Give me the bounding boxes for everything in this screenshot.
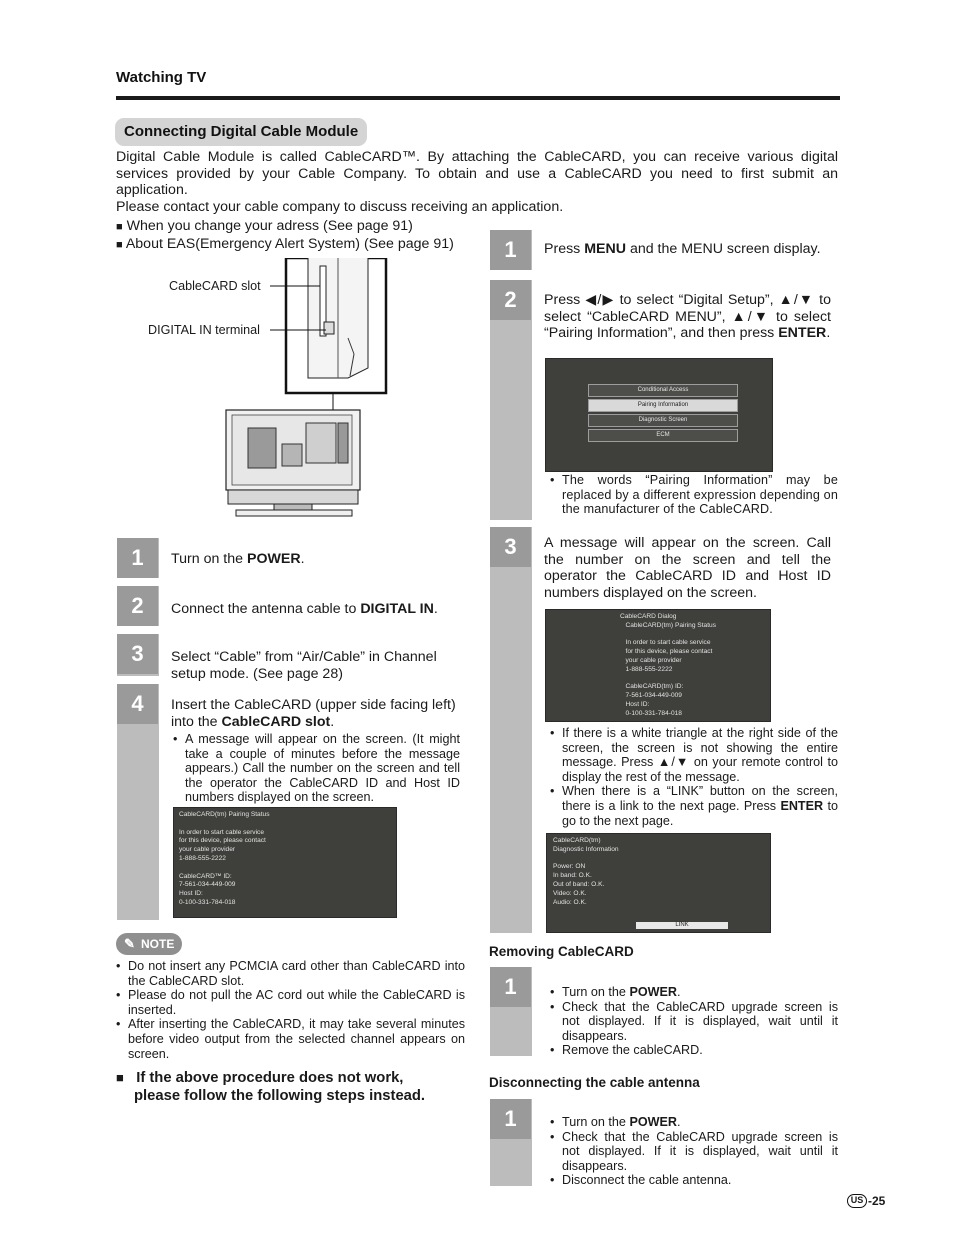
tv-diagram (148, 258, 388, 520)
link-button[interactable]: LINK (636, 922, 728, 929)
step-4-content (171, 697, 460, 805)
intro-text-2: Please contact your cable company to discuss receiving an application. (116, 198, 564, 215)
header-rule (116, 96, 840, 100)
step-2-text: Connect the antenna cable to DIGITAL IN. (171, 601, 438, 617)
right-step-2-bullet: • The words “Pairing Information” may be replaced by a different expression depending on the manufacturer of the CableCARD. (548, 473, 838, 517)
note-item: • Please do not pull the AC cord out while the CableCARD is inserted. (114, 988, 465, 1017)
step-1-text: Turn on the POWER. (171, 551, 305, 567)
menu-item-pairing-information[interactable]: Pairing Information (588, 399, 738, 412)
page-number (847, 1193, 885, 1209)
intro-paragraph (116, 149, 838, 215)
menu-item-diagnostic-screen[interactable]: Diagnostic Screen (588, 414, 738, 427)
removing-bullet: • Turn on the POWER. (548, 985, 838, 1000)
menu-item-ecm[interactable]: ECM (588, 429, 738, 442)
note-item: • After inserting the CableCARD, it may take several minutes before video output from the selected channel appears on screen. (114, 1017, 465, 1061)
ref-item: ■ About EAS(Emergency Alert System) (See page 91) (116, 235, 454, 252)
tv-illustration (148, 258, 388, 520)
right-step-1-number: 1 (490, 230, 531, 270)
right-step-2-number: 2 (490, 280, 531, 320)
intro-text: Digital Cable Module is called CableCARD™. By attaching the CableCARD, you can receive various digital services provided by your Cable Company. To obtain and use a CableCARD you need to first submit an application. (116, 149, 838, 198)
removing-bullet: • Remove the cableCARD. (548, 1043, 838, 1058)
right-step-3-bar (490, 527, 532, 933)
disconnecting-bullet: • Disconnect the cable antenna. (548, 1173, 838, 1188)
ref-item: ■ When you change your adress (See page 91) (116, 218, 413, 234)
right-step-1-text: Press MENU and the MENU screen display. (544, 241, 821, 257)
menu-item-conditional-access[interactable]: Conditional Access (588, 384, 738, 397)
step-4-bullet: • A message will appear on the screen. (It might take a couple of minutes before the message appears.) Call the number on the screen and tell the operator the CableCARD ID and Host ID numbers displayed on the screen. (171, 732, 460, 805)
note-item: • Do not insert any PCMCIA card other than CableCARD into the CableCARD slot. (114, 959, 465, 988)
step-1-number: 1 (117, 538, 158, 578)
step-4-number: 4 (117, 684, 158, 724)
region-badge: US (847, 1194, 867, 1208)
right-step-3-bullets (548, 726, 838, 828)
procedure-note: ■ If the above procedure does not work, please follow the following steps instead. (116, 1070, 426, 1104)
square-bullet-icon: ■ (116, 1070, 124, 1085)
note-list (114, 959, 465, 1061)
step-4-text: Insert the CableCARD (upper side facing left) into the CableCARD slot. (171, 697, 456, 730)
note-badge (116, 933, 182, 955)
right-step-3-number: 3 (490, 527, 531, 567)
page-number-text: -25 (868, 1194, 886, 1208)
disconnecting-step-number: 1 (490, 1099, 531, 1139)
disconnecting-bullet: • Turn on the POWER. (548, 1115, 838, 1130)
disconnecting-title: Disconnecting the cable antenna (489, 1075, 700, 1090)
right-step-2-text: Press ◀/▶ to select “Digital Setup”, ▲/▼ to select “CableCARD MENU”, ▲/▼ to select “Pairing Information”, and then press ENTER. (544, 292, 831, 341)
removing-bullets (548, 985, 838, 1058)
removing-bullet: • Check that the CableCARD upgrade screen is not displayed. If it is displayed, wait until it disappears. (548, 1000, 838, 1044)
disconnecting-bullet: • Check that the CableCARD upgrade screen is not displayed. If it is displayed, wait until it disappears. (548, 1130, 838, 1174)
step-4-bullets (171, 732, 460, 805)
pencil-icon: ✎ (124, 936, 135, 951)
right-step-2-bullets (548, 473, 838, 517)
step-3-number: 3 (117, 634, 158, 674)
cablecard-dialog-screen: CableCARD Dialog CableCARD(tm) Pairing Status In order to start cable service for this device, please contact your cable provider 1-888-555-2222 CableCARD(tm) ID: 7-561-034-449-009 Host ID: 0-100-331-784-018 (545, 609, 771, 722)
references (116, 218, 454, 253)
cablecard-slot-label: CableCARD slot (169, 279, 261, 293)
right-step-3-text: A message will appear on the screen. Call the number on the screen and tell the operator the CableCARD ID and Host ID numbers displayed on the screen. (544, 535, 831, 601)
step-2-number: 2 (117, 586, 158, 626)
pairing-status-screen: CableCARD(tm) Pairing Status In order to start cable service for this device, please contact your cable provider 1-888-555-2222 CableCARD™ ID: 7-561-034-449-009 Host ID: 0-100-331-784-018 (173, 807, 397, 918)
diagnostic-screen: CableCARD(tm) Diagnostic Information Power: ON In band: O.K. Out of band: O.K. Video: O.K. Audio: O.K. LINK (546, 833, 771, 933)
removing-title: Removing CableCARD (489, 944, 634, 959)
note-label: NOTE (141, 937, 175, 951)
right-step-3-bullet: • If there is a white triangle at the right side of the screen, the screen is not showing the entire message. Press ▲/▼ on your remote control to display the rest of the message. (548, 726, 838, 784)
page-header: Watching TV (116, 69, 207, 86)
right-step-3-bullet: • When there is a “LINK” button on the screen, there is a link to the next page. Press ENTER to go to the next page. (548, 784, 838, 828)
step-3-text: Select “Cable” from “Air/Cable” in Channel setup mode. (See page 28) (171, 649, 437, 682)
disconnecting-bullets (548, 1115, 838, 1188)
cablecard-menu-screen (545, 358, 773, 472)
digital-in-label: DIGITAL IN terminal (148, 323, 260, 337)
section-title: Connecting Digital Cable Module (115, 118, 367, 146)
removing-step-number: 1 (490, 967, 531, 1007)
